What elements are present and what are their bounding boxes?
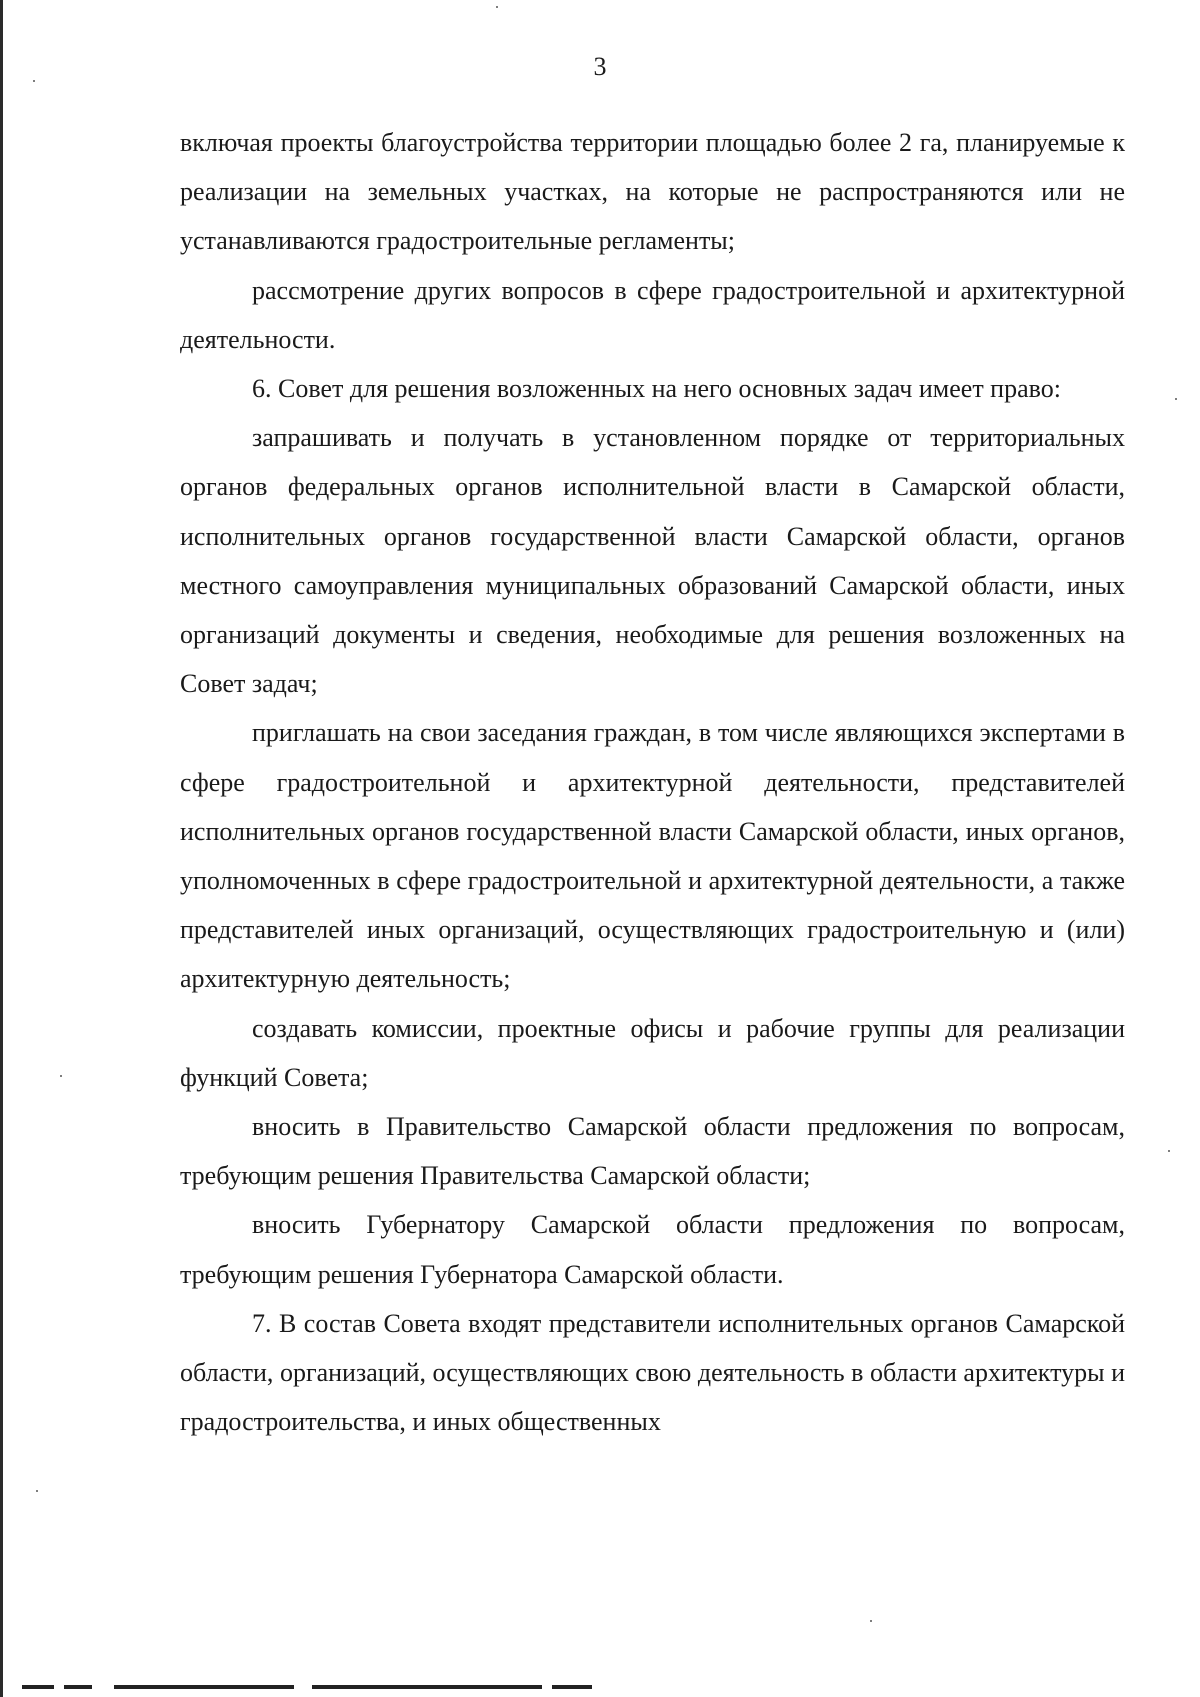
paragraph: вносить Губернатору Самарской области предложения по вопросам, требующим решения Губернатора Самарской области.	[180, 1210, 1125, 1289]
paragraph-item-6: 6. Совет для решения возложенных на него основных задач имеет право:	[252, 374, 1061, 404]
scan-edge-marks	[22, 1685, 622, 1691]
page-number: 3	[593, 52, 607, 81]
paragraph-continuation: включая проекты благоустройства территории площадью более 2 га, планируемые к реализации на земельных участках, на которые не распространяются или не устанавливаются градостроительные регламенты;	[180, 128, 1125, 256]
paragraph: вносить в Правительство Самарской области предложения по вопросам, требующим решения Правительства Самарской области;	[180, 1112, 1125, 1191]
document-body	[180, 118, 1125, 1446]
paragraph: приглашать на свои заседания граждан, в том числе являющихся экспертами в сфере градостроительной и архитектурной деятельности, представителей исполнительных органов государственной власти Самарской области, иных органов, уполномоченных в сфере градостроительной и архитектурной деятельности, а также представителей иных организаций, осуществляющих градостроительную и (или) архитектурную деятельность;	[180, 718, 1125, 994]
page-left-edge	[0, 0, 3, 1697]
paragraph: рассмотрение других вопросов в сфере градостроительной и архитектурной деятельности.	[180, 275, 1125, 354]
paragraph-item-7: 7. В состав Совета входят представители исполнительных органов Самарской области, организаций, осуществляющих свою деятельность в области архитектуры и градостроительства, и иных общественных	[180, 1308, 1125, 1437]
paragraph: создавать комиссии, проектные офисы и рабочие группы для реализации функций Совета;	[180, 1013, 1125, 1092]
paragraph: запрашивать и получать в установленном порядке от территориальных органов федеральных органов исполнительной власти в Самарской области, исполнительных органов государственной власти Самарской области, органов местного самоуправления муниципальных образований Самарской области, иных организаций документы и сведения, необходимые для решения возложенных на Совет задач;	[180, 423, 1125, 699]
